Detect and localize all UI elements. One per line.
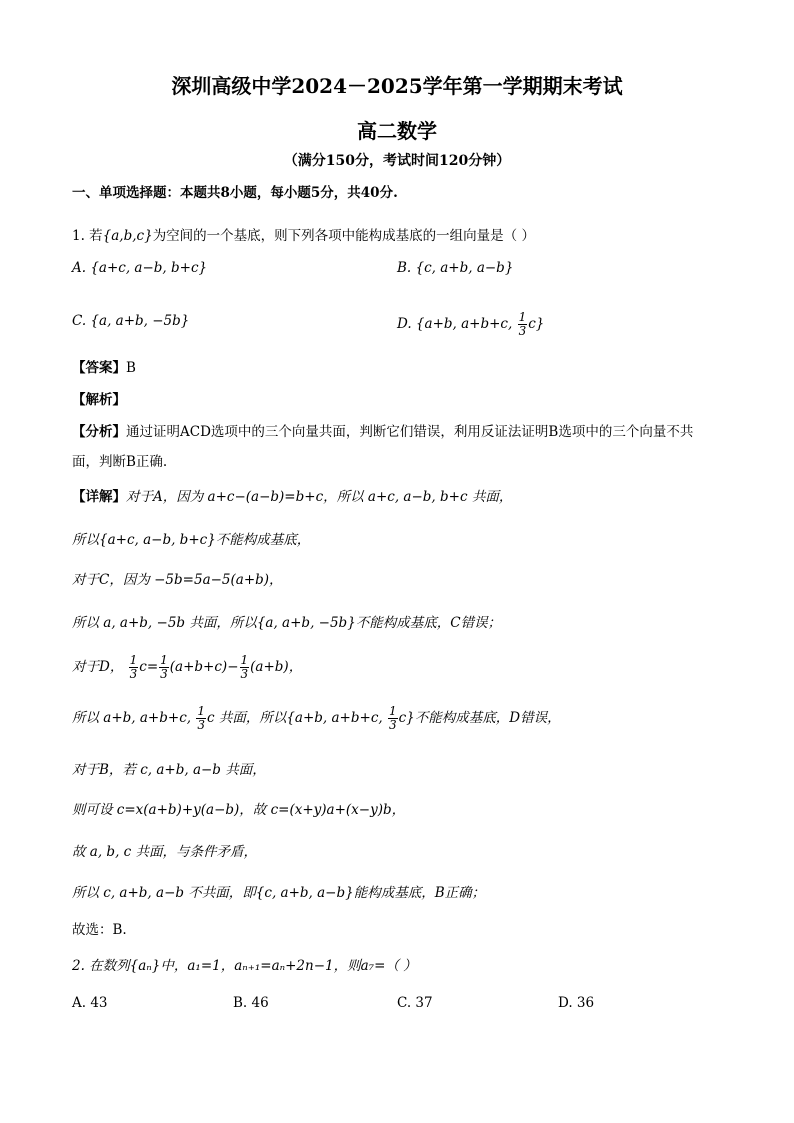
fraction-one-third (196, 705, 206, 732)
d6-pre: 所以 a+b, a+b+c, (72, 710, 192, 726)
frac-num: 1 (160, 653, 168, 667)
frac-num: 1 (240, 653, 249, 667)
detail-line-8: 则可设 c=x(a+b)+y(a−b)，故 c=(x+y)a+(x−y)b， (72, 802, 406, 818)
detail-line-5 (72, 654, 302, 681)
detail-line-4: 所以 a, a+b, −5b 共面，所以{a, a+b, −5b}不能构成基底，C错误； (72, 615, 502, 631)
detail-line-2: 所以{a+c, a−b, b+c}不能构成基底， (72, 532, 311, 548)
q1-stem-pre: 1. 若 (72, 228, 103, 244)
fraction-one-third (159, 654, 169, 681)
frac-den: 3 (129, 667, 138, 681)
q1-option-d-pre: D. {a+b, a+b+c, (397, 316, 513, 332)
frac-den: 3 (240, 667, 249, 681)
detail-line-6 (72, 705, 561, 732)
q2-option-b: B. 46 (233, 995, 269, 1011)
fraction-one-third (388, 705, 398, 732)
frac-num: 1 (129, 653, 138, 667)
q1-option-d-post: c} (528, 316, 545, 332)
exam-title: 深圳高级中学2024－2025学年第一学期期末考试 (171, 74, 623, 98)
frac-den: 3 (388, 718, 397, 732)
d5-mid2: (a+b+c)− (169, 659, 239, 675)
section-heading: 一、单项选择题：本题共8小题，每小题5分，共40分. (72, 185, 398, 201)
q2-option-a: A. 43 (72, 995, 108, 1011)
fenxi-text-1: 通过证明ACD选项中的三个向量共面，判断它们错误，利用反证法证明B选项中的三个向量不共 (126, 424, 694, 440)
q1-stem-post: 为空间的一个基底，则下列各项中能构成基底的一组向量是（ ） (152, 228, 535, 244)
q1-option-b: B. {c, a+b, a−b} (397, 260, 514, 276)
q2-option-d: D. 36 (558, 995, 595, 1011)
q1-stem (72, 226, 535, 246)
d5-pre: 对于D， (72, 659, 124, 675)
d6-post: c}不能构成基底，D错误， (398, 710, 561, 726)
detail-line-9: 故 a, b, c 共面，与条件矛盾， (72, 844, 257, 860)
fraction-one-third (129, 654, 139, 681)
q1-option-d (397, 311, 544, 338)
detail-tag: 【详解】 (72, 489, 126, 505)
fraction-one-third (518, 311, 528, 338)
detail-line-10: 所以 c, a+b, a−b 不共面，即{c, a+b, a−b}能构成基底，B正确； (72, 885, 486, 901)
detail-line-7: 对于B，若 c, a+b, a−b 共面， (72, 762, 266, 778)
fenxi-tag: 【分析】 (72, 424, 126, 440)
answer-tag: 【答案】 (72, 360, 126, 376)
detail-line-11: 故选：B. (72, 922, 127, 938)
frac-num: 1 (197, 704, 205, 718)
answer-line (72, 358, 136, 378)
detail-text-1: 对于A，因为 a+c−(a−b)=b+c，所以 a+c, a−b, b+c 共面， (126, 489, 513, 505)
q1-option-a: A. {a+c, a−b, b+c} (72, 260, 208, 276)
d5-mid: c= (139, 659, 159, 675)
frac-num: 1 (518, 310, 527, 324)
analysis-tag: 【解析】 (72, 392, 126, 408)
detail-line-3: 对于C，因为 −5b=5a−5(a+b)， (72, 572, 283, 588)
q1-stem-set: {a,b,c} (102, 228, 153, 244)
d5-post: (a+b)， (250, 659, 303, 675)
exam-subject: 高二数学 (357, 119, 437, 143)
frac-num: 1 (388, 704, 397, 718)
detail-line-1 (72, 487, 512, 507)
exam-info: （满分150分，考试时间120分钟） (283, 153, 511, 169)
fenxi-line-2: 面，判断B正确. (72, 454, 168, 470)
q2-stem: 2. 在数列{aₙ}中，a₁=1，aₙ₊₁=aₙ+2n−1，则a₇=（ ） (72, 958, 417, 974)
frac-den: 3 (518, 324, 527, 338)
q2-option-c: C. 37 (397, 995, 433, 1011)
answer-value: B (126, 360, 136, 376)
d6-mid: c 共面，所以{a+b, a+b+c, (206, 710, 383, 726)
q1-option-c: C. {a, a+b, −5b} (72, 313, 190, 329)
fenxi-line-1 (72, 422, 693, 442)
fraction-one-third (240, 654, 250, 681)
frac-den: 3 (197, 718, 205, 732)
frac-den: 3 (160, 667, 168, 681)
